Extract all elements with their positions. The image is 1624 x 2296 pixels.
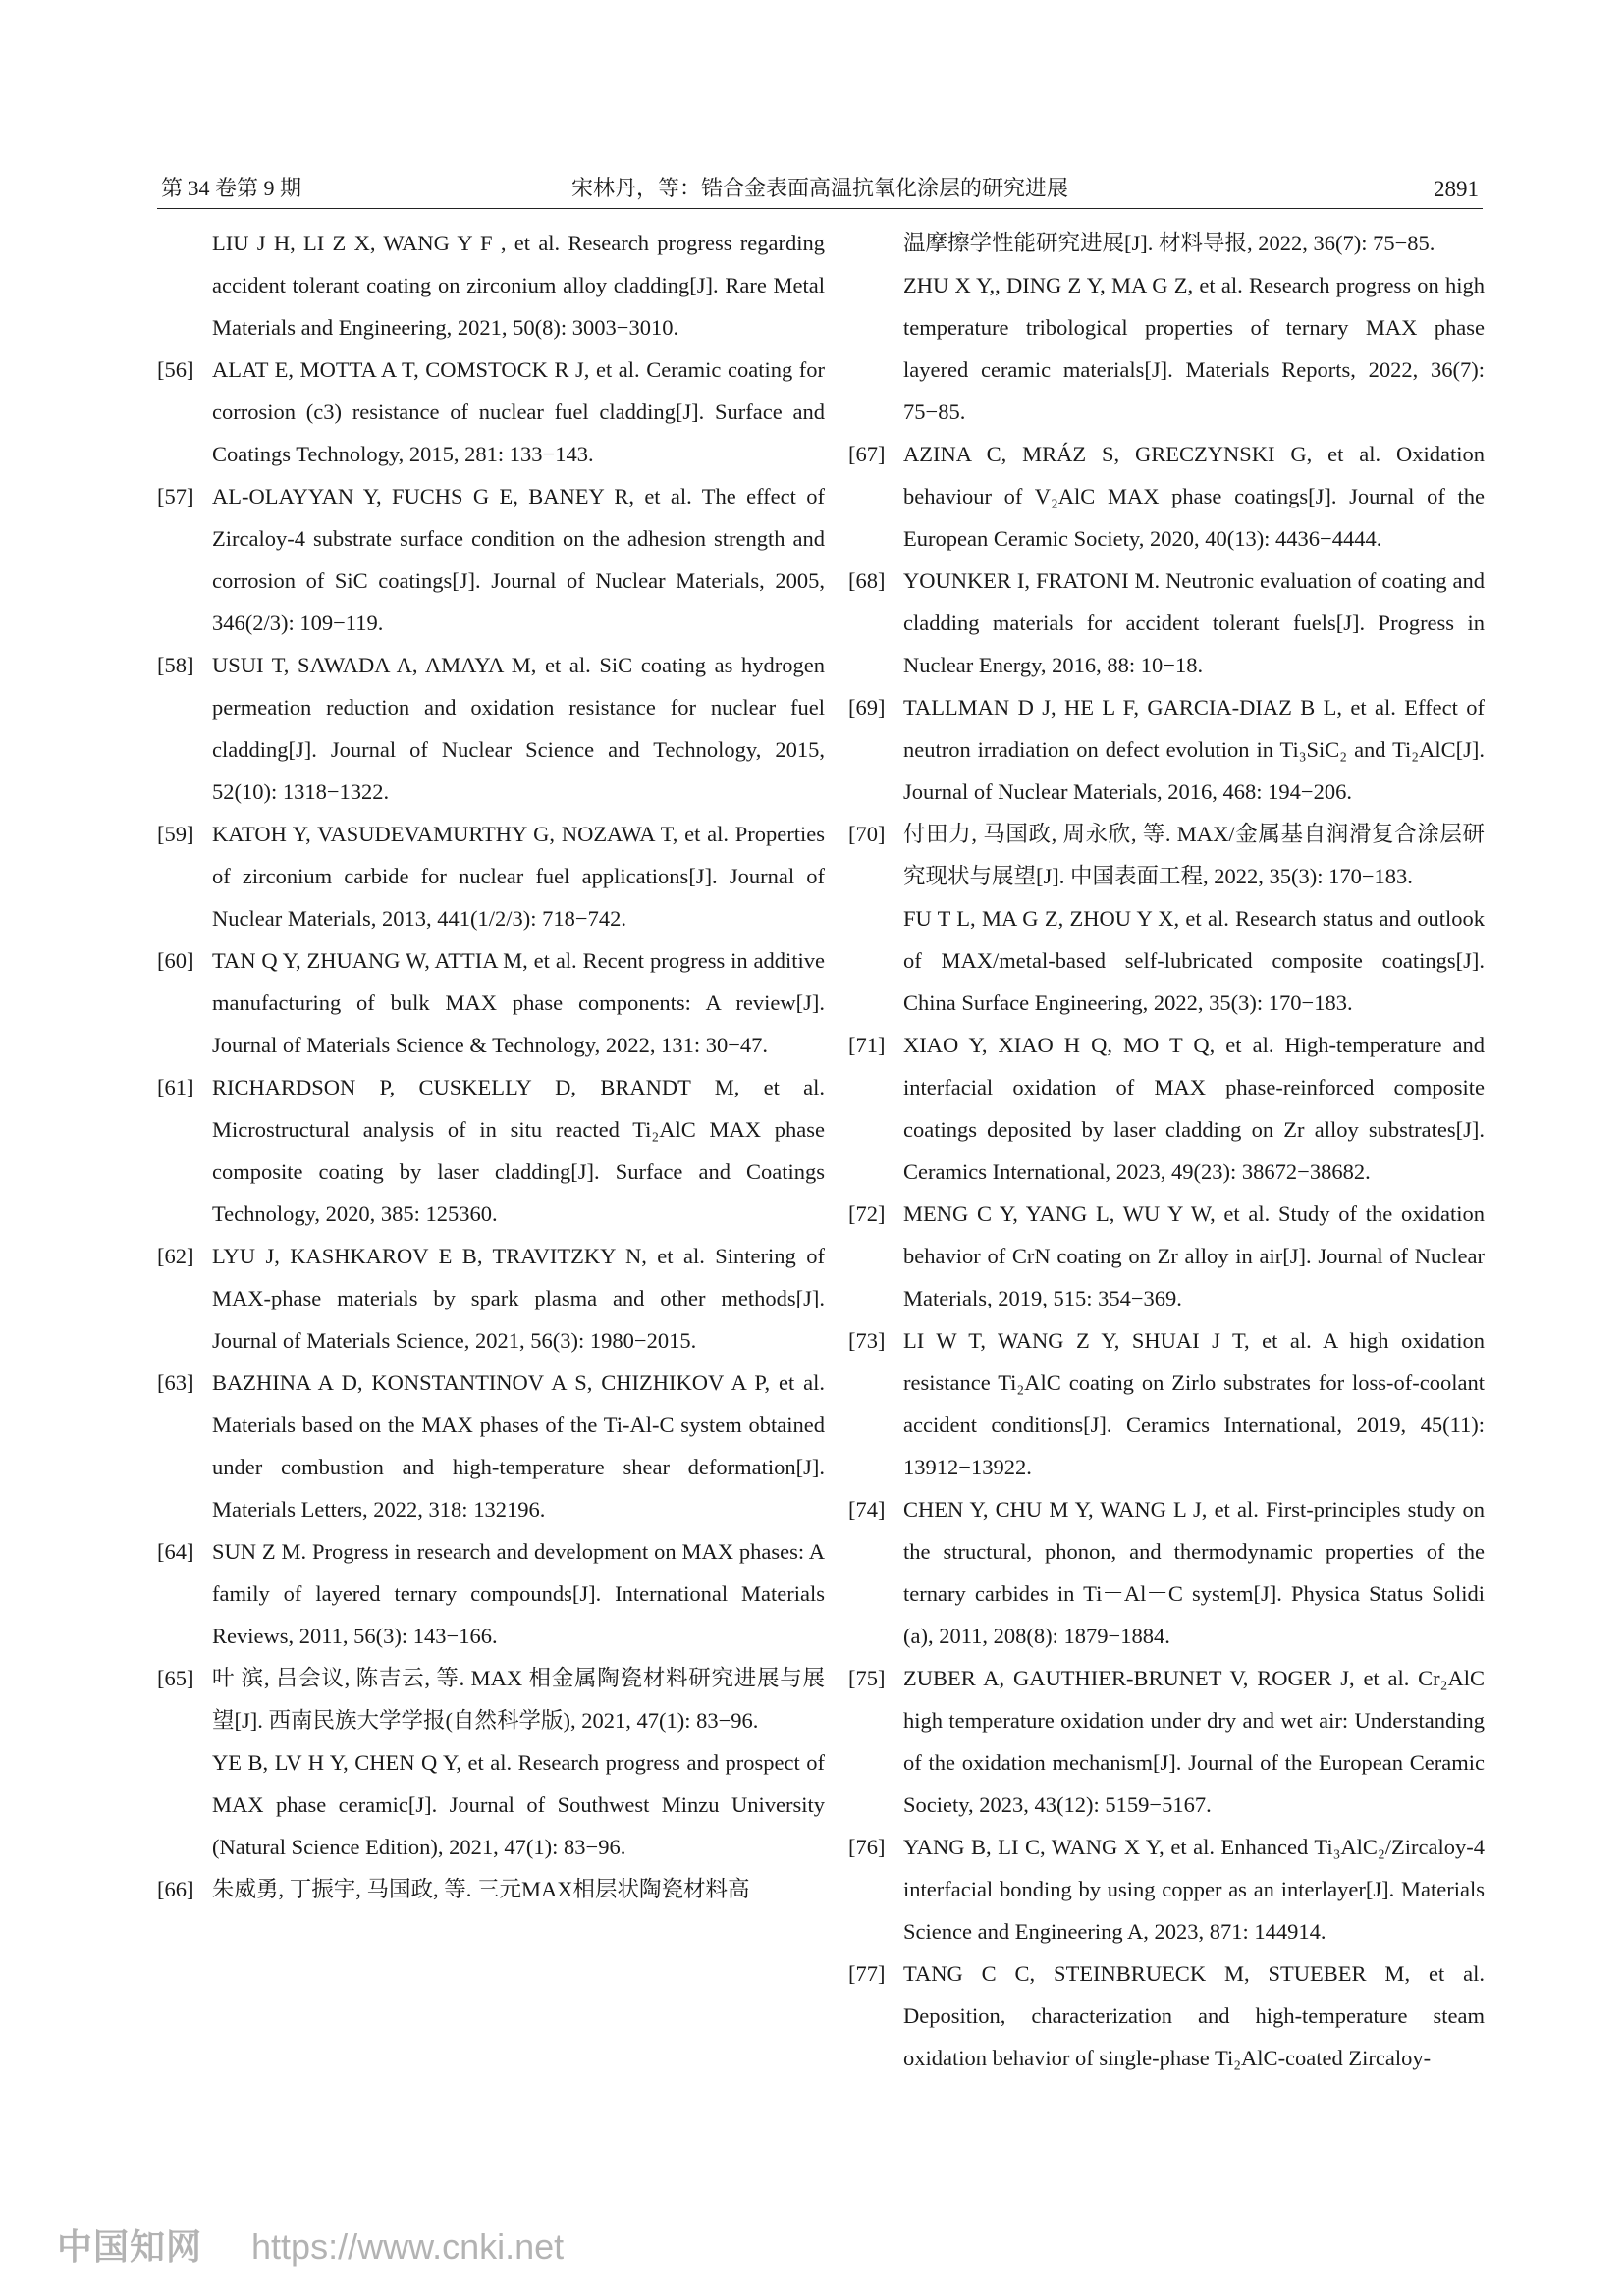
reference-item bbox=[157, 813, 825, 939]
reference-item bbox=[848, 1488, 1485, 1657]
reference-number: [59] bbox=[157, 822, 194, 846]
reference-number: [61] bbox=[157, 1075, 194, 1099]
reference-item bbox=[848, 1319, 1485, 1488]
reference-number: [67] bbox=[848, 442, 886, 466]
reference-number: [60] bbox=[157, 948, 194, 973]
page-number: 2891 bbox=[1434, 177, 1479, 201]
reference-number: [57] bbox=[157, 484, 194, 508]
reference-item bbox=[157, 939, 825, 1066]
watermark-footer bbox=[57, 2217, 564, 2276]
reference-text: 温摩擦学性能研究进展[J]. 材料导报, 2022, 36(7): 75−85. bbox=[903, 231, 1435, 255]
reference-item bbox=[848, 222, 1485, 433]
reference-text: ZHU X Y,, DING Z Y, MA G Z, et al. Research progress on high temperature tribological properties of ternary MAX phase layered ceramic materials[J]. Materials Reports, 2022, 36(7): 75−85. bbox=[903, 273, 1485, 424]
reference-text: TANG C C, STEINBRUECK M, STUEBER M, et al. Deposition, characterization and high-temperature steam oxidation behavior of single-phase Ti₂AlC-coated Zircaloy- bbox=[903, 1961, 1485, 2070]
reference-number: [76] bbox=[848, 1835, 886, 1859]
reference-text: AL-OLAYYAN Y, FUCHS G E, BANEY R, et al. The effect of Zircaloy-4 substrate surface condition on the adhesion strength and corrosion of SiC coatings[J]. Journal of Nuclear Materials, 2005, 346(2/3): 109−119. bbox=[212, 484, 825, 635]
reference-text: RICHARDSON P, CUSKELLY D, BRANDT M, et al. Microstructural analysis of in situ reacted Ti₂AlC MAX phase composite coating by laser cladding[J]. Surface and Coatings Technology, 2020, 385: 125360. bbox=[212, 1075, 825, 1226]
reference-number: [56] bbox=[157, 357, 194, 382]
reference-item bbox=[157, 644, 825, 813]
reference-item bbox=[848, 1193, 1485, 1319]
reference-item bbox=[848, 1657, 1485, 1826]
reference-number: [64] bbox=[157, 1539, 194, 1564]
reference-item bbox=[848, 1826, 1485, 1952]
running-header bbox=[157, 169, 1483, 209]
reference-text: SUN Z M. Progress in research and development on MAX phases: A family of layered ternary compounds[J]. International Materials Reviews, 2011, 56(3): 143−166. bbox=[212, 1539, 825, 1648]
reference-text: ALAT E, MOTTA A T, COMSTOCK R J, et al. Ceramic coating for corrosion (c3) resistance of nuclear fuel cladding[J]. Surface and Coatings Technology, 2015, 281: 133−143. bbox=[212, 357, 825, 466]
reference-item bbox=[157, 348, 825, 475]
reference-text: BAZHINA A D, KONSTANTINOV A S, CHIZHIKOV A P, et al. Materials based on the MAX phases of the Ti-Al-C system obtained under combustion and high-temperature shear deformation[J]. Materials Letters, 2022, 318: 132196. bbox=[212, 1370, 825, 1522]
reference-text: ZUBER A, GAUTHIER-BRUNET V, ROGER J, et al. Cr₂AlC high temperature oxidation under dry and wet air: Understanding of the oxidation mechanism[J]. Journal of the European Ceramic Society, 2023, 43(12): 5159−5167. bbox=[903, 1666, 1485, 1817]
reference-item bbox=[848, 1024, 1485, 1193]
reference-item bbox=[157, 222, 825, 348]
reference-number: [70] bbox=[848, 822, 886, 846]
references-right-column bbox=[848, 222, 1485, 2079]
reference-item bbox=[157, 475, 825, 644]
reference-text: TALLMAN D J, HE L F, GARCIA-DIAZ B L, et al. Effect of neutron irradiation on defect evolution in Ti₃SiC₂ and Ti₂AlC[J]. Journal of Nuclear Materials, 2016, 468: 194−206. bbox=[903, 695, 1485, 804]
reference-number: [71] bbox=[848, 1033, 886, 1057]
cnki-brand: 中国知网 bbox=[57, 2226, 203, 2267]
reference-text: LIU J H, LI Z X, WANG Y F , et al. Research progress regarding accident tolerant coating on zirconium alloy cladding[J]. Rare Metal Materials and Engineering, 2021, 50(8): 3003−3010. bbox=[212, 231, 825, 340]
reference-item bbox=[848, 686, 1485, 813]
reference-text: AZINA C, MRÁZ S, GRECZYNSKI G, et al. Oxidation behaviour of V₂AlC MAX phase coatings[J]. Journal of the European Ceramic Society, 2020, 40(13): 4436−4444. bbox=[903, 442, 1485, 551]
reference-item bbox=[157, 1657, 825, 1868]
reference-number: [68] bbox=[848, 568, 886, 593]
reference-text: XIAO Y, XIAO H Q, MO T Q, et al. High-temperature and interfacial oxidation of MAX phase-reinforced composite coatings deposited by laser cladding on Zr alloy substrates[J]. Ceramics International, 2023, 49(23): 38672−38682. bbox=[903, 1033, 1485, 1184]
reference-item bbox=[157, 1066, 825, 1235]
reference-item bbox=[157, 1235, 825, 1362]
reference-item bbox=[848, 813, 1485, 1024]
references-left-column bbox=[157, 222, 825, 1910]
cnki-url: https://www.cnki.net bbox=[251, 2226, 565, 2267]
reference-text: FU T L, MA G Z, ZHOU Y X, et al. Research status and outlook of MAX/metal-based self-lubricated composite coatings[J]. China Surface Engineering, 2022, 35(3): 170−183. bbox=[903, 906, 1485, 1015]
reference-text: YE B, LV H Y, CHEN Q Y, et al. Research progress and prospect of MAX phase ceramic[J]. Journal of Southwest Minzu University (Natural Science Edition), 2021, 47(1): 83−96. bbox=[212, 1750, 825, 1859]
reference-text: LI W T, WANG Z Y, SHUAI J T, et al. A high oxidation resistance Ti₂AlC coating on Zirlo substrates for loss-of-coolant accident conditions[J]. Ceramics International, 2019, 45(11): 13912−13922. bbox=[903, 1328, 1485, 1479]
reference-text: USUI T, SAWADA A, AMAYA M, et al. SiC coating as hydrogen permeation reduction and oxidation resistance for nuclear fuel cladding[J]. Journal of Nuclear Science and Technology, 2015, 52(10): 1318−1322. bbox=[212, 653, 825, 804]
reference-text: YANG B, LI C, WANG X Y, et al. Enhanced Ti₃AlC₂/Zircaloy-4 interfacial bonding by using copper as an interlayer[J]. Materials Science and Engineering A, 2023, 871: 144914. bbox=[903, 1835, 1485, 1944]
reference-text: 叶 滨, 吕会议, 陈吉云, 等. MAX 相金属陶瓷材料研究进展与展望[J]. 西南民族大学学报(自然科学版), 2021, 47(1): 83−96. bbox=[212, 1666, 825, 1733]
reference-number: [69] bbox=[848, 695, 886, 720]
reference-item bbox=[848, 560, 1485, 686]
reference-text: TAN Q Y, ZHUANG W, ATTIA M, et al. Recent progress in additive manufacturing of bulk MAX phase components: A review[J]. Journal of Materials Science & Technology, 2022, 131: 30−47. bbox=[212, 948, 825, 1057]
reference-number: [77] bbox=[848, 1961, 886, 1986]
reference-number: [58] bbox=[157, 653, 194, 677]
reference-item bbox=[157, 1530, 825, 1657]
reference-item bbox=[157, 1362, 825, 1530]
reference-text: MENG C Y, YANG L, WU Y W, et al. Study of the oxidation behavior of CrN coating on Zr alloy in air[J]. Journal of Nuclear Materials, 2019, 515: 354−369. bbox=[903, 1201, 1485, 1310]
reference-number: [75] bbox=[848, 1666, 886, 1690]
reference-text: 朱威勇, 丁振宇, 马国政, 等. 三元MAX相层状陶瓷材料高 bbox=[212, 1877, 750, 1901]
reference-text: LYU J, KASHKAROV E B, TRAVITZKY N, et al. Sintering of MAX-phase materials by spark plasma and other methods[J]. Journal of Materials Science, 2021, 56(3): 1980−2015. bbox=[212, 1244, 825, 1353]
reference-text: 付田力, 马国政, 周永欣, 等. MAX/金属基自润滑复合涂层研究现状与展望[J]. 中国表面工程, 2022, 35(3): 170−183. bbox=[903, 822, 1485, 888]
reference-text: YOUNKER I, FRATONI M. Neutronic evaluation of coating and cladding materials for accident tolerant fuels[J]. Progress in Nuclear Energy, 2016, 88: 10−18. bbox=[903, 568, 1485, 677]
journal-volume-issue: 第 34 卷第 9 期 bbox=[161, 176, 302, 200]
reference-text: CHEN Y, CHU M Y, WANG L J, et al. First-principles study on the structural, phonon, and thermodynamic properties of the ternary carbides in Ti－Al－C system[J]. Physica Status Solidi (a), 2011, 208(8): 1879−1884. bbox=[903, 1497, 1485, 1648]
reference-item bbox=[157, 1868, 825, 1910]
reference-number: [63] bbox=[157, 1370, 194, 1395]
reference-number: [65] bbox=[157, 1666, 194, 1690]
reference-number: [72] bbox=[848, 1201, 886, 1226]
running-title: 宋林丹，等：锆合金表面高温抗氧化涂层的研究进展 bbox=[570, 176, 1068, 200]
reference-text: KATOH Y, VASUDEVAMURTHY G, NOZAWA T, et al. Properties of zirconium carbide for nuclear fuel applications[J]. Journal of Nuclear Materials, 2013, 441(1/2/3): 718−742. bbox=[212, 822, 825, 931]
reference-item bbox=[848, 433, 1485, 560]
reference-number: [62] bbox=[157, 1244, 194, 1268]
reference-item bbox=[848, 1952, 1485, 2079]
reference-number: [73] bbox=[848, 1328, 886, 1353]
reference-number: [74] bbox=[848, 1497, 886, 1522]
reference-number: [66] bbox=[157, 1877, 194, 1901]
